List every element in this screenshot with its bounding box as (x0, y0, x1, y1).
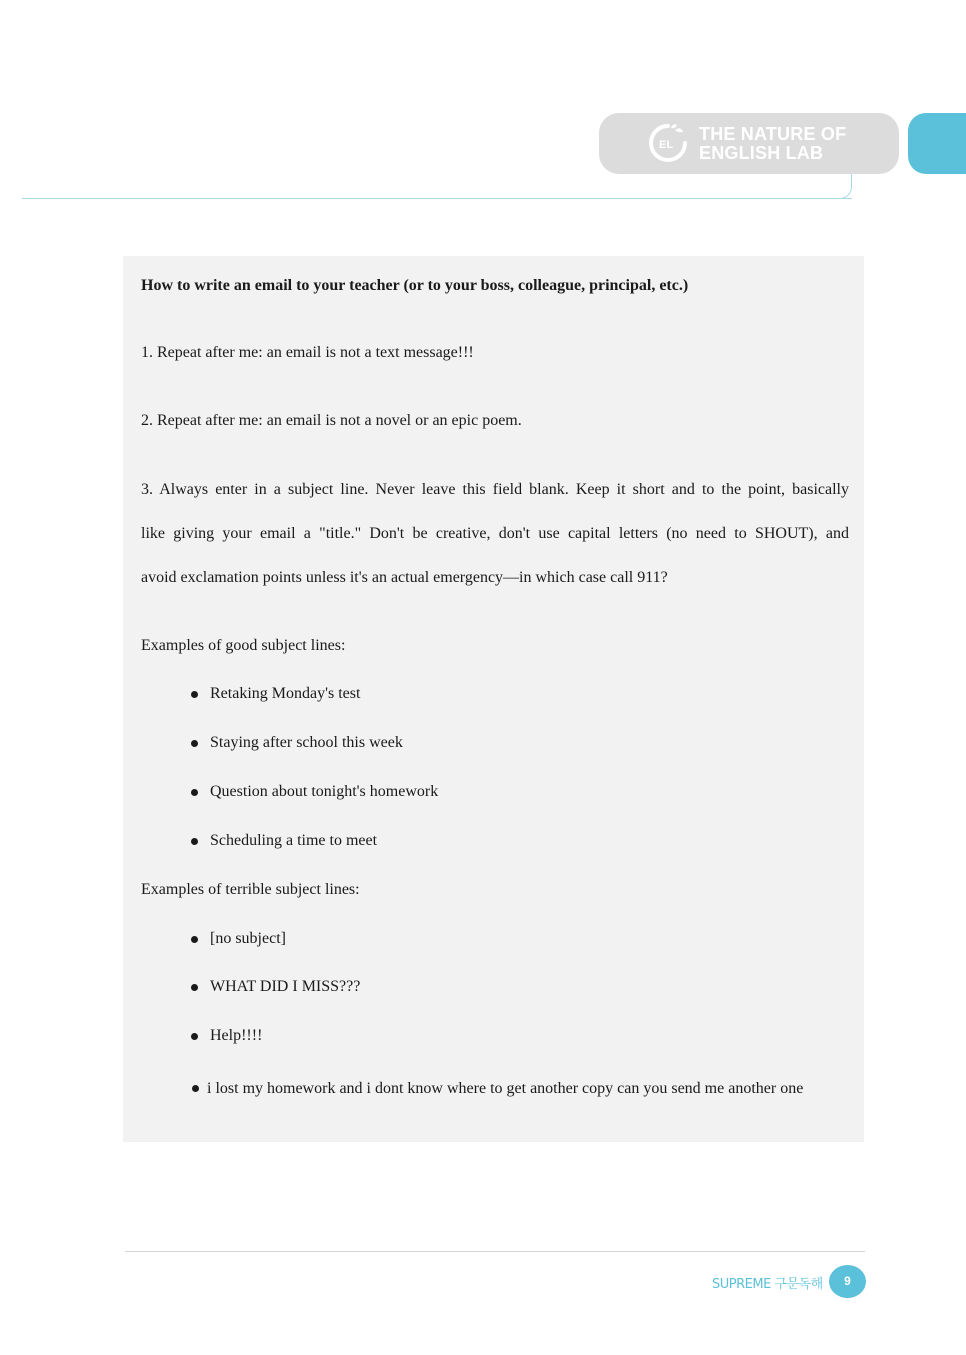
svg-text:EL: EL (659, 139, 674, 151)
bad-examples-heading: Examples of terrible subject lines: (141, 881, 360, 898)
header-accent-tab (908, 113, 966, 174)
bad-example-4-text: i lost my homework and i dont know where to get another copy can you send me another one (207, 1080, 804, 1097)
brand-line-1: THE NATURE OF (699, 124, 847, 144)
good-examples-heading: Examples of good subject lines: (141, 637, 346, 654)
bullet-dot (192, 1085, 199, 1092)
brand-line-2: ENGLISH LAB (699, 143, 824, 163)
bullet-dot (191, 691, 198, 698)
good-example-3: Question about tonight's homework (210, 783, 439, 800)
bullet-dot (191, 789, 198, 796)
bullet-dot (191, 936, 198, 943)
rule-3-line-1: 3. Always enter in a subject line. Never leave this field blank. Keep it short and to the point, basically (141, 481, 849, 498)
page-number: 9 (829, 1265, 866, 1298)
bullet-dot (191, 984, 198, 991)
content-title: How to write an email to your teacher (or to your boss, colleague, principal, etc.) (141, 277, 689, 294)
good-example-2: Staying after school this week (210, 734, 403, 751)
bullet-dot (191, 740, 198, 747)
brand-logo-icon (647, 122, 689, 164)
header-curve (836, 174, 852, 199)
bullet-dot (191, 838, 198, 845)
rule-1: 1. Repeat after me: an email is not a text message!!! (141, 344, 474, 361)
rule-3-line-3: avoid exclamation points unless it's an actual emergency—in which case call 911? (141, 569, 668, 586)
brand-name (699, 125, 846, 163)
bad-example-4 (186, 1076, 850, 1101)
rule-2: 2. Repeat after me: an email is not a novel or an epic poem. (141, 412, 522, 429)
good-example-1: Retaking Monday's test (210, 685, 361, 702)
good-example-4: Scheduling a time to meet (210, 832, 378, 849)
bad-example-3: Help!!!! (210, 1027, 263, 1044)
rule-3-line-2: like giving your email a "title." Don't be creative, don't use capital letters (no need to SHOUT), and (141, 525, 849, 542)
bad-example-2: WHAT DID I MISS??? (210, 978, 361, 995)
footer-divider (125, 1251, 865, 1252)
bullet-dot (191, 1033, 198, 1040)
content-box (123, 256, 864, 1142)
header-divider (22, 198, 852, 199)
bad-example-1: [no subject] (210, 930, 286, 947)
brand-badge (599, 113, 899, 174)
footer-label: SUPREME 구문독해 (712, 1277, 823, 1292)
